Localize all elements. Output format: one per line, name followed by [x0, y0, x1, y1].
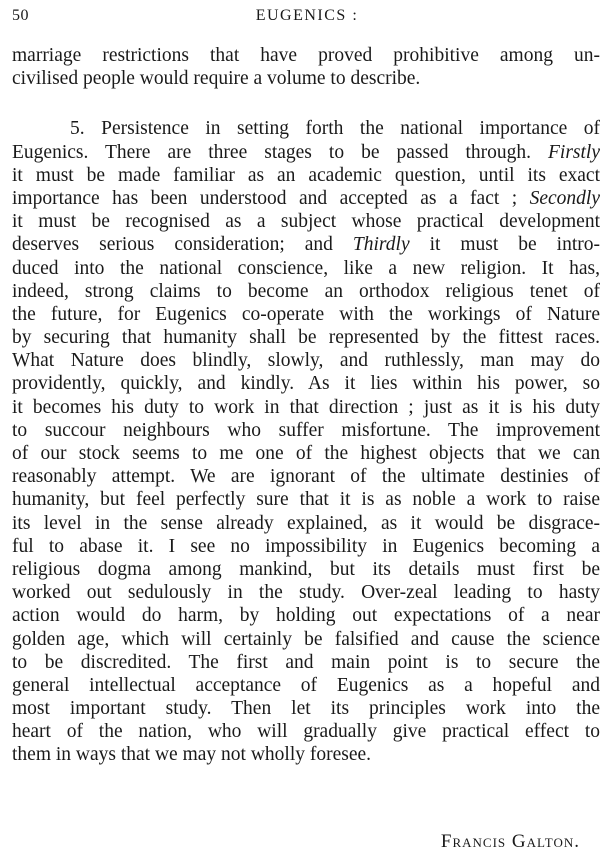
text-line [12, 257, 600, 280]
text-line [12, 581, 600, 604]
page-number: 50 [12, 7, 29, 24]
body-text [12, 44, 600, 767]
text-line [12, 164, 600, 187]
text-line [12, 326, 600, 349]
text-line [12, 628, 600, 651]
text-segment: deserves serious consideration; and [12, 234, 353, 256]
text-segment: worked out sedulously in the study. Over-zeal leading to hasty [12, 582, 600, 604]
text-line [12, 465, 600, 488]
text-segment: duced into the national conscience, like a new religion. It has, [12, 257, 600, 279]
text-segment: golden age, which will certainly be falsified and cause the science [12, 628, 600, 650]
text-segment: general intellectual acceptance of Eugenics as a hopeful and [12, 674, 600, 696]
text-segment: providently, quickly, and kindly. As it lies within his power, so [12, 373, 600, 395]
text-segment: most important study. Then let its principles work into the [12, 698, 600, 720]
text-segment: them in ways that we may not wholly foresee. [12, 744, 372, 766]
text-segment: humanity, but feel perfectly sure that it is as noble a work to raise [12, 489, 600, 511]
text-line [12, 604, 600, 627]
text-segment: importance has been understood and accepted as a fact ; [12, 187, 530, 209]
text-segment: it must be recognised as a subject whose practical development [12, 211, 600, 233]
text-line [12, 535, 600, 558]
text-line [12, 488, 600, 511]
paragraph-gap [12, 90, 600, 117]
text-segment: reasonably attempt. We are ignorant of the ultimate destinies of [12, 466, 600, 488]
text-segment: heart of the nation, who will gradually give practical effect to [12, 721, 600, 743]
text-segment: religious dogma among mankind, but its details must first be [12, 558, 600, 580]
text-segment: to be discredited. The first and main point is to secure the [12, 651, 600, 673]
text-line [12, 720, 600, 743]
italic-term: Secondly [529, 187, 600, 209]
text-line [12, 419, 600, 442]
text-line [12, 558, 600, 581]
text-line [12, 303, 600, 326]
text-line [12, 372, 600, 395]
text-segment: by securing that humanity shall be represented by the fittest races. [12, 327, 600, 349]
text-segment: the future, for Eugenics co-operate with the workings of Nature [12, 303, 600, 325]
text-line [12, 651, 600, 674]
text-line [12, 743, 600, 766]
text-line [12, 512, 600, 535]
text-segment: of our stock seems to me one of the highest objects that we can [12, 443, 600, 464]
text-segment: its level in the sense already explained, as it would be disgrace- [12, 512, 600, 534]
text-line [12, 697, 600, 720]
text-segment: What Nature does blindly, slowly, and ruthlessly, man may do [12, 350, 600, 372]
text-segment: it must be intro- [409, 234, 600, 256]
italic-term: Thirdly [352, 234, 410, 256]
paragraph-persistence [12, 117, 600, 766]
italic-term: Firstly [548, 141, 600, 163]
text-line [12, 674, 600, 697]
text-segment: it becomes his duty to work in that direction ; just as it is his duty [12, 396, 600, 418]
text-line [12, 442, 600, 465]
text-segment: Eugenics. There are three stages to be passed through. [12, 141, 548, 163]
text-line: marriage restrictions that have proved prohibitive among un- [12, 45, 600, 66]
text-line [12, 187, 600, 210]
text-segment: it must be made familiar as an academic question, until its exact [12, 164, 600, 186]
text-segment: to succour neighbours who suffer misfortune. The improvement [12, 419, 600, 441]
text-segment: 5. Persistence in setting forth the national importance of [70, 118, 600, 140]
paragraph-continued [12, 44, 600, 90]
text-line [12, 349, 600, 372]
text-line [12, 141, 600, 164]
text-line [12, 233, 600, 256]
text-line [12, 117, 600, 140]
text-line: civilised people would require a volume to describe. [12, 68, 421, 90]
text-line [12, 280, 600, 303]
text-line [12, 396, 600, 419]
text-line [12, 210, 600, 233]
text-segment: indeed, strong claims to become an orthodox religious tenet of [12, 280, 600, 302]
text-segment: ful to abase it. I see no impossibility in Eugenics becoming a [12, 535, 600, 557]
text-segment: action would do harm, by holding out expectations of a near [12, 605, 600, 627]
author-signature: Francis Galton. [440, 831, 580, 852]
running-title: EUGENICS : [255, 7, 359, 24]
